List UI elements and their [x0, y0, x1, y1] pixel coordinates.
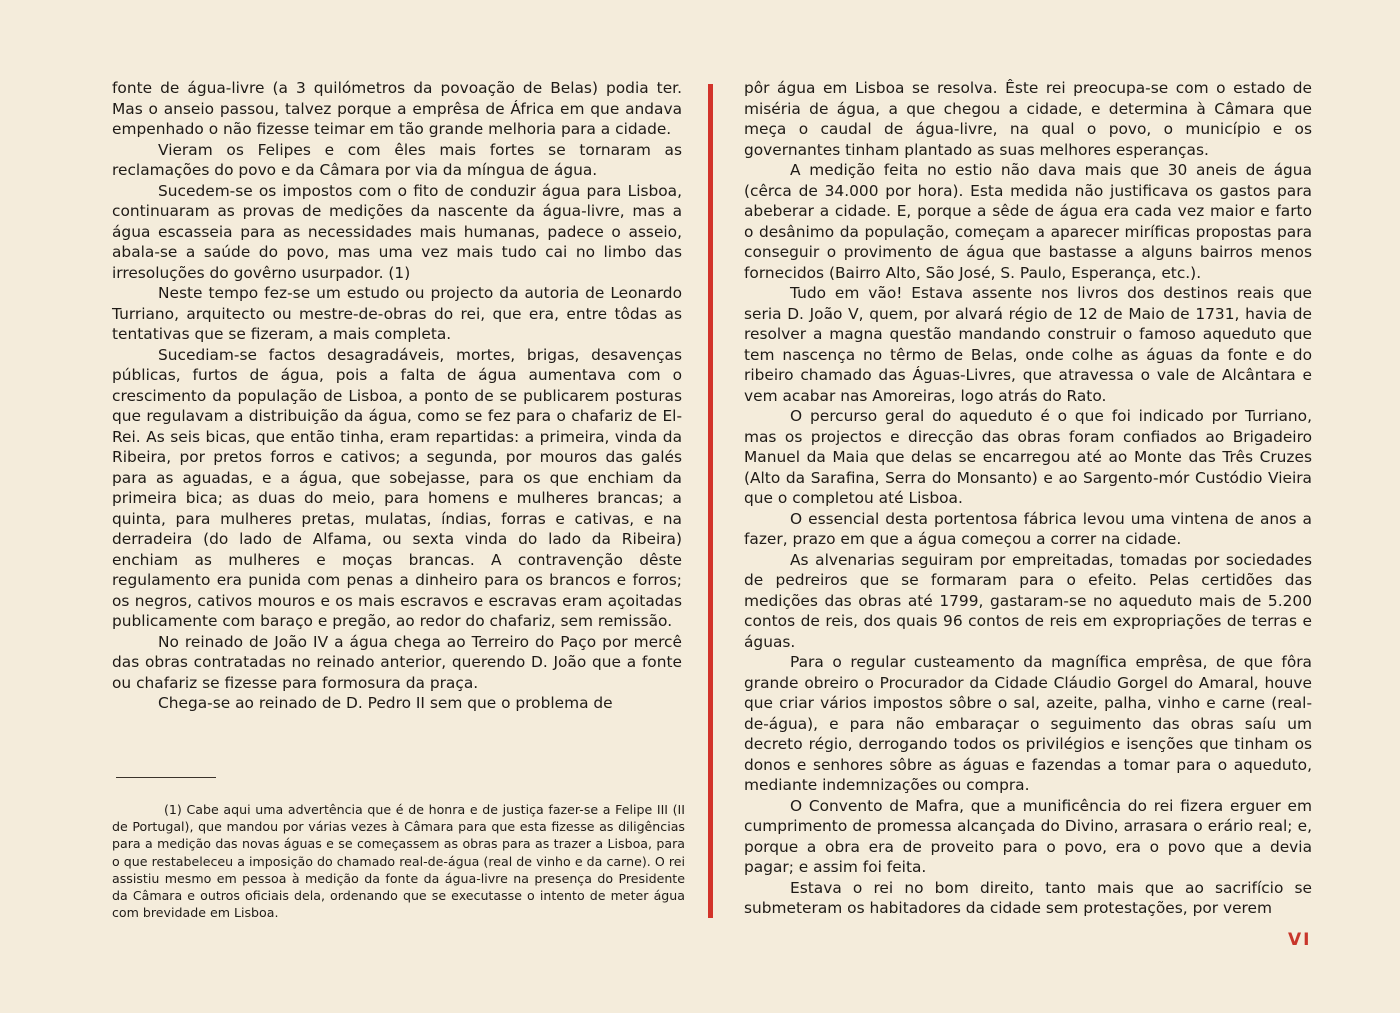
right-paragraph-4: O percurso geral do aqueduto é o que foi indicado por Turriano, mas os projectos e direcção das obras foram confiados ao Brigadeiro Manuel da Maia que delas se encarregou até ao Monte das Três Cruzes (Alto da Sarafina, Serra do Monsanto) e ao Sargento-mór Custódio Vieira que o completou até Lisboa. — [744, 407, 1312, 507]
page-number: VI — [1288, 930, 1312, 950]
footnote-separator — [116, 777, 216, 778]
red-column-rule — [708, 84, 713, 918]
right-paragraph-1: pôr água em Lisboa se resolva. Êste rei preocupa-se com o estado de miséria de água, a que chegou a cidade, e determina à Câmara que meça o caudal de água-livre, na qual o povo, o município e os governantes tinham plantado as suas melhores esperanças. — [744, 79, 1312, 159]
left-paragraph-5: Sucediam-se factos desagradáveis, mortes, brigas, desavenças públicas, furtos de água, pois a falta de água aumentava com o crescimento da população de Lisboa, a ponto de se publicarem posturas que regulavam a distribuição da água, como se fez para o chafariz de El-Rei. As seis bicas, que então tinha, eram repartidas: a primeira, vinda da Ribeira, por pretos forros e cativos; a segunda, por mouros das galés para as aguadas, e a água, que sobejasse, para os que enchiam da primeira bica; as duas do meio, para homens e mulheres brancas; a quinta, para mulheres pretas, mulatas, índias, forras e cativas, e na derradeira (do lado de Alfama, ou sexta vinda do lado da Ribeira) enchiam as mulheres e moças brancas. A contravenção dêste regulamento era punida com penas a dinheiro para os brancos e forros; os negros, cativos mouros e os mais escravos e escravas eram açoitadas publicamente com baraço e pregão, ao redor do chafariz, sem remissão. — [112, 345, 682, 630]
footnote — [112, 801, 685, 921]
right-paragraph-7: Para o regular custeamento da magnífica emprêsa, de que fôra grande obreiro o Procurador da Cidade Cláudio Gorgel do Amaral, houve que criar vários impostos sôbre o sal, azeite, palha, vinho e carne (real-de-água), e para não embaraçar o seguimento das obras saíu um decreto régio, derrogando todos os privilégios e isenções que tinham os donos e senhores sôbre as águas e fazendas a tomar para o aqueduto, mediante indemnizações ou compra. — [744, 653, 1312, 794]
left-paragraph-7: Chega-se ao reinado de D. Pedro II sem que o problema de — [158, 694, 613, 712]
right-paragraph-8: O Convento de Mafra, que a munificência do rei fizera erguer em cumprimento de promessa alcançada do Divino, arrasara o erário real; e, porque a obra era de proveito para o povo, era o povo que a devia pagar; e assim foi feita. — [744, 796, 1312, 876]
left-paragraph-4: Neste tempo fez-se um estudo ou projecto da autoria de Leonardo Turriano, arquitecto ou mestre-de-obras do rei, que era, entre tôdas as tentativas que se fizeram, a mais completa. — [112, 284, 682, 343]
left-paragraph-3: Sucedem-se os impostos com o fito de conduzir água para Lisboa, continuaram as provas de medições da nascente da água-livre, mas a água escasseia para as necessidades mais humanas, padece o asseio, abala-se a saúde do povo, mas uma vez mais tudo cai no limbo das irresoluções do govêrno usurpador. (1) — [112, 181, 682, 282]
left-column — [112, 78, 682, 714]
left-paragraph-1: fonte de água-livre (a 3 quilómetros da povoação de Belas) podia ter. Mas o anseio passou, talvez porque a emprêsa de África em que andava empenhado o não fizesse teimar em tão grande melhoria para a cidade. — [112, 79, 682, 138]
right-paragraph-5: O essencial desta portentosa fábrica levou uma vintena de anos a fazer, prazo em que a água começou a correr na cidade. — [744, 509, 1312, 548]
right-paragraph-6: As alvenarias seguiram por empreitadas, tomadas por sociedades de pedreiros que se formaram para o efeito. Pelas certidões das medições das obras até 1799, gastaram-se no aqueduto mais de 5.200 contos de reis, dos quais 96 contos de reis em expropriações de terras e águas. — [744, 550, 1312, 651]
left-paragraph-2: Vieram os Felipes e com êles mais fortes se tornaram as reclamações do povo e da Câmara por via da míngua de água. — [112, 140, 682, 179]
right-paragraph-2: A medição feita no estio não dava mais que 30 aneis de água (cêrca de 34.000 por hora). Esta medida não justificava os gastos para abeberar a cidade. E, porque a sêde de água era cada vez maior e farto o desânimo da população, começam a aparecer miríficas propostas para conseguir o provimento de água que bastasse a alguns bairros menos fornecidos (Bairro Alto, São José, S. Paulo, Esperança, etc.). — [744, 161, 1312, 282]
right-column — [744, 78, 1312, 919]
right-paragraph-9: Estava o rei no bom direito, tanto mais que ao sacrifício se submeteram os habitadores da cidade sem protestações, por verem — [744, 878, 1312, 917]
footnote-text: (1) Cabe aqui uma advertência que é de honra e de justiça fazer-se a Felipe III (II de Portugal), que mandou por várias vezes à Câmara para que esta fizesse as diligências para a medição das novas águas e se começassem as obras para as trazer a Lisboa, para o que restabeleceu a imposição do chamado real-de-água (real de vinho e da carne). O rei assistiu mesmo em pessoa à medição da fonte da água-livre na presença do Presidente da Câmara e outros oficiais dela, ordenando que se executasse o intento de meter água com brevidade em Lisboa. — [112, 802, 685, 921]
right-paragraph-3: Tudo em vão! Estava assente nos livros dos destinos reais que seria D. João V, quem, por alvará régio de 12 de Maio de 1731, havia de resolver a magna questão mandando construir o famoso aqueduto que tem nascença no têrmo de Belas, onde colhe as águas da fonte e do ribeiro chamado das Águas-Livres, que atravessa o vale de Alcântara e vem acabar nas Amoreiras, logo atrás do Rato. — [744, 284, 1312, 405]
left-paragraph-6: No reinado de João IV a água chega ao Terreiro do Paço por mercê das obras contratadas no reinado anterior, querendo D. João que a fonte ou chafariz se fizesse para formosura da praça. — [112, 632, 682, 692]
